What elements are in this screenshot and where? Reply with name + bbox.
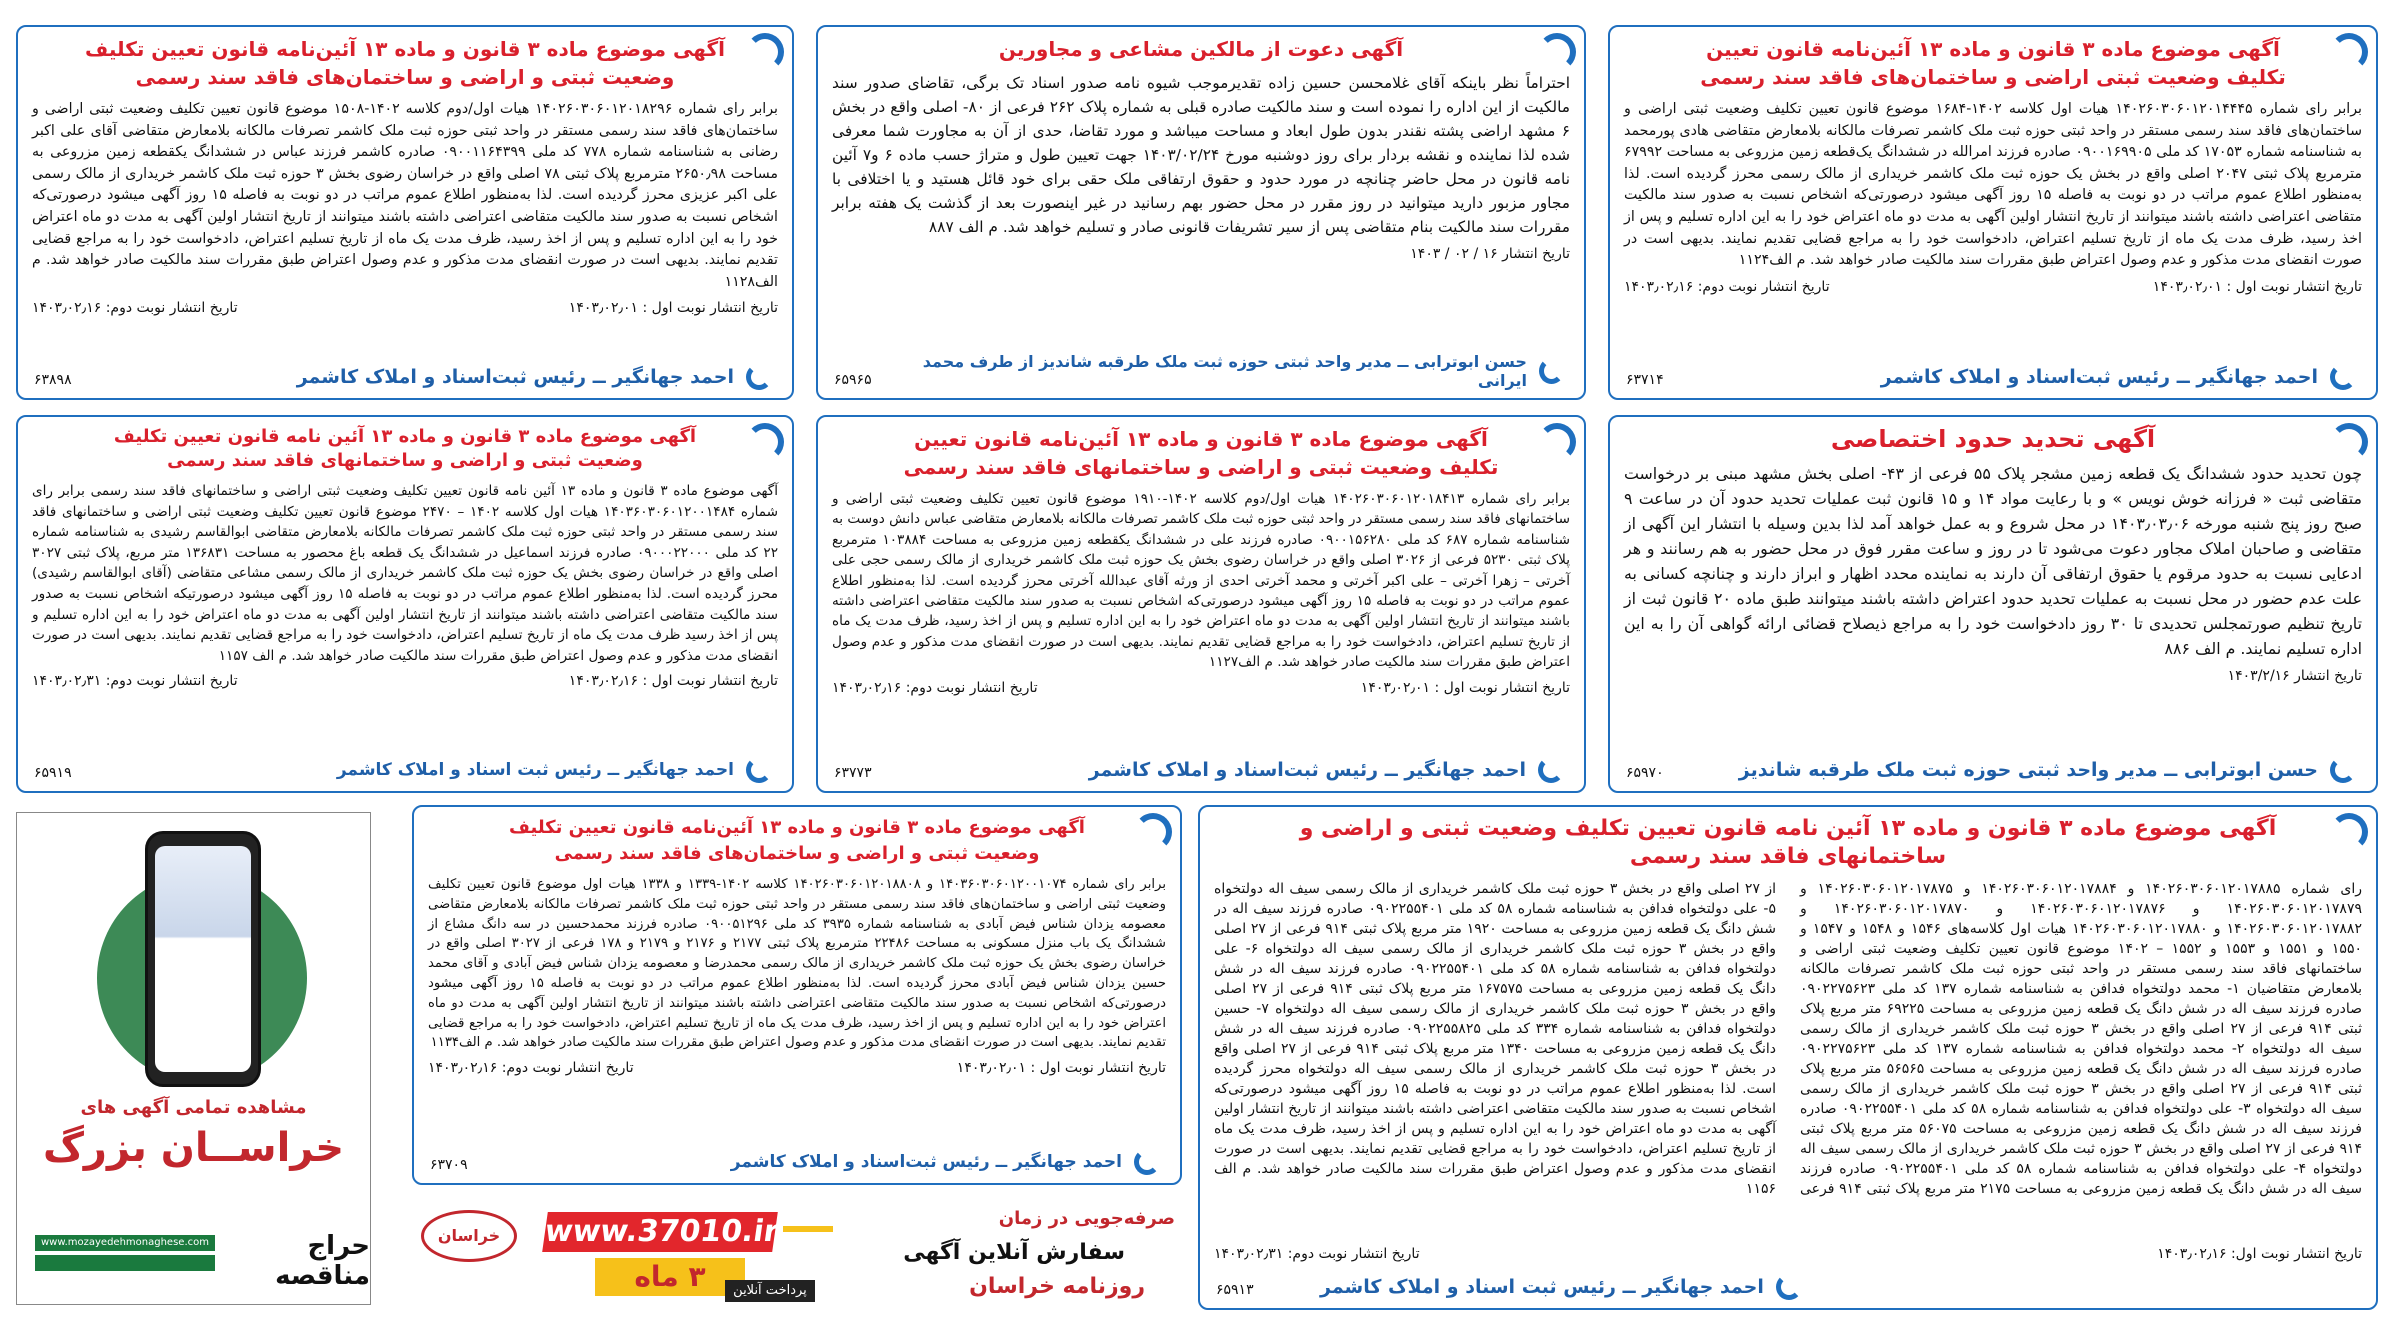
ad-title: آگهی موضوع ماده ۳ قانون و ماده ۱۳ آئین‌نامه قانون تعیین تکلیف وضعیت ثبتی و اراضی و ساختمان‌های فاقد سند رسمی	[85, 37, 725, 89]
ad-title: آگهی موضوع ماده ۳ قانون و ماده ۱۳ آئین نامه قانون تعیین تکلیف وضعیت ثبتی و اراضی و ساختمانهای فاقد سند رسمی	[1299, 816, 2277, 869]
ad-signature	[908, 757, 1564, 783]
curl-icon	[746, 364, 772, 390]
date-first: تاریخ انتشار نوبت اول : ۱۴۰۳٫۰۲٫۱۶	[568, 673, 778, 690]
date-first: تاریخ انتشار نوبت اول : ۱۴۰۳٫۰۲٫۰۱	[2152, 278, 2362, 295]
promo-caption: مشاهده تمامی آگهی های	[80, 1097, 307, 1118]
signature-text: احمد جهانگیر ــ رئیس ثبت‌اسناد و املاک کاشمر	[1088, 759, 1526, 781]
price-badge: ۳ ماه	[595, 1258, 745, 1296]
curl-icon	[1538, 757, 1564, 783]
date-second: تاریخ انتشار نوبت دوم: ۱۴۰۳٫۰۲٫۱۶	[428, 1060, 634, 1077]
ad-body: برابر رای شماره ۱۴۰۳۶۰۳۰۶۰۱۲۰۰۱۰۷۴ و ۱۴۰۲۶۰۳۰۶۰۱۲۰۱۸۸۰۸ کلاسه ۱۴۰۲-۱۳۳۹ و ۱۳۳۸ هیات اول موضوع قانون تعیین تکلیف وضعیت ثبتی اراضی و ساختمان‌های فاقد سند رسمی مستقر در واحد ثبتی حوزه ثبت ملک کاشمر تصرفات مالکانه بلامعارض متقاضی معصومه یزدان شناس فیض آبادی به شناسنامه شماره ۳۹۳۵ کد ملی ۰۹۰۰۵۱۲۹۶ صادره فرزند محمدحسین در سه دانگ مشاع از ششدانگ یک باب منزل مسکونی به مساحت ۲۲۴۸۶ مترمربع پلاک ثبتی ۲۱۷۷ و ۲۱۷۶ و ۲۱۷۹ و ۱۷۸ فرعی از ۳۰۲۷ اصلی واقع در خراسان رضوی بخش یک حوزه ثبت ملک کاشمر خریداری از مالک رسمی محمدرضا و معصومه یزدان شناس فیض آبادی و آقای محمد حسین یزدان شناس فیض آبادی محرز گردیده است. لذا به‌منظور اطلاع عموم مراتب در دو نوبت به فاصله ۱۵ روز آگهی میشود درصورتی‌که اشخاص نسبت به صدور سند مالکیت متقاضی اعتراضی داشته باشند میتوانند از تاریخ انتشار اولین آگهی به مدت دو ماه اعتراض خود را به این اداره تسلیم و پس از اخذ رسید، ظرف مدت یک ماه از تاریخ تسلیم اعتراض، دادخواست خود را به مراجع قضایی تقدیم نمایند. بدیهی است در صورت انقضای مدت مذکور و عدم وصول اعتراض طبق مقررات سند مالکیت صادر خواهد شد. م الف۱۱۳۴	[428, 877, 1166, 1051]
promo-logo: حراج مناقصه	[275, 1231, 370, 1291]
curl-icon	[1538, 33, 1576, 71]
ad-code: ۶۳۷۱۴	[1626, 372, 1664, 388]
signature-text: حسن ابوترابی ــ مدیر واحد ثبتی حوزه ثبت ملک طرقبه شاندیز	[1738, 759, 2318, 781]
promo-phone-bar	[35, 1255, 215, 1271]
curl-icon	[1134, 1149, 1160, 1175]
ad-signature	[1700, 364, 2356, 390]
curl-icon	[1539, 358, 1564, 384]
ad-code: ۶۵۹۱۹	[34, 765, 72, 781]
date-second: تاریخ انتشار نوبت دوم: ۱۴۰۳٫۰۲٫۱۶	[32, 300, 238, 317]
ad-body: احتراماً نظر باینکه آقای غلامحسن حسین زاده تقدیرموجب شیوه نامه صدور اسناد تک برگی، تقاضای صدور سند مالکیت از این اداره را نموده است و سند مالکیت صادره قبلی به شماره پلاک ۲۶۲ فرعی از ۸۰- اصلی واقع در بخش ۶ مشهد اراضی پشته نقندر بدون طول ابعاد و مساحت میباشد و مورد تقاضا، حدی از آن به مجاورت شما معرفی شده لذا نماینده و نقشه بردار برای روز دوشنبه مورخ ۱۴۰۳/۰۲/۲۴ جهت تعیین طول و متراژ حسب ماده ۶ و۷ آئین نامه قانون در محل حاضر چنانچه در مورد حدود و حقوق ارتفاقی ملک حقی برای خود قائل هستید و یا اختلافی با مجاور مزبور دارید میتوانید در روز مقرر در محل حضور بهم رسانید در غیر اینصورت بعد از گذشت یک هفته برابر مقررات سند مالکیت بنام متقاضی پس از سیر تشریفات قانونی صادر و تسلیم خواهد شد. م الف ۸۸۷	[832, 74, 1571, 236]
ad-box	[816, 25, 1586, 400]
ad-body: چون تحدید حدود ششدانگ یک قطعه زمین مشجر پلاک ۵۵ فرعی از ۴۳- اصلی بخش مشهد مبنی بر درخواست متقاضی ثبت « فرزانه خوش نویس » و با رعایت مواد ۱۴ و ۱۵ قانون ثبت عملیات تحدید حدود آن در ساعت ۹ صبح روز پنج شنبه مورخه ۱۴۰۳٫۰۳٫۰۶ در محل شروع و به عمل خواهد آمد لذا بدین وسیله با انتشار این آگهی از متقاضی و صاحبان املاک مجاور دعوت می‌شود تا در روز و ساعت مقرر فوق در محل حضور به هم رسانند و هر ادعایی نسبت به حدود مرقوم یا حقوق ارتفاقی آن دارند به نماینده محدد اظهار و ابراز دارند و چنانچه کسانی به علت عدم حضور در محل نسبت به عملیات تحدید حدود اعتراض داشته باشند میتوانند طبق ماده ۲۰ قانون ثبت از تاریخ تنظیم صورتمجلس تحدیدی تا ۳۰ روز دادخواست خود را به مراجع ذیصلاح قضائی ارائه گواهی آن را به این اداره تسلیم نمایند. م الف ۸۸۶	[1624, 464, 2363, 658]
ad-code: ۶۳۸۹۸	[34, 372, 72, 388]
curl-icon	[2330, 33, 2368, 71]
date-first: تاریخ انتشار نوبت اول : ۱۴۰۳٫۰۲٫۰۱	[568, 300, 778, 317]
signature-text: احمد جهانگیر ــ رئیس ثبت‌اسناد و املاک کاشمر	[296, 366, 734, 388]
date-second: تاریخ انتشار نوبت دوم: ۱۴۰۳٫۰۲٫۳۱	[32, 673, 238, 690]
website-link[interactable]: www.37010.ir	[542, 1212, 778, 1252]
curl-icon	[746, 757, 772, 783]
ad-body: آگهی موضوع ماده ۳ قانون و ماده ۱۳ آئین نامه قانون تعیین تکلیف وضعیت ثبتی اراضی و ساختمانهای فاقد سند رسمی برابر رای شماره ۱۴۰۳۶۰۳۰۶۰۱۲۰۰۱۴۸۴ هیات اول کلاسه ۱۴۰۲ – ۲۴۷۰ موضوع قانون تعیین تکلیف وضعیت ثبتی اراضی و ساختمانهای فاقد سند رسمی مستقر در واحد ثبتی حوزه ثبت ملک کاشمر تصرفات مالکانه بلامعارض متقاضی ابوالقاسم رشیدی به شناسنامه شماره ۲۲ کد ملی ۰۹۰۰۰۲۲۰۰۰ صادره فرزند اسماعیل در ششدانگ یک قطعه باغ محصور به مساحت ۱۳۶۸۳۱ متر مربع، پلاک ثبتی ۳۰۲۷ اصلی واقع در خراسان رضوی بخش یک حوزه ثبت ملک کاشمر خریداری از مالک رسمی مشاعی متقاضی (آقای ابوالقاسم رشیدی) محرز گردیده است. لذا به‌منظور اطلاع عموم مراتب در دو نوبت به فاصله ۱۵ روز آگهی میشود درصورتیکه اشخاص نسبت به صدور سند مالکیت متقاضی اعتراضی داشته باشند میتوانند از تاریخ انتشار اولین آگهی به مدت دو ماه اعتراض خود را به این اداره تسلیم و پس از اخذ رسید ظرف مدت یک ماه از تاریخ تسلیم اعتراض، دادخواست خود را به مراجع قضایی تقدیم نمایند. بدیهی است در صورت انقضای مدت مذکور و عدم وصول اعتراض طبق مقررات سند مالکیت صادر خواهد شد. م الف ۱۱۵۷	[32, 483, 779, 664]
ad-box	[1608, 25, 2378, 400]
ad-body: برابر رای شماره ۱۴۰۲۶۰۳۰۶۰۱۲۰۱۸۴۱۳ هیات اول/دوم کلاسه ۱۴۰۲-۱۹۱۰ موضوع قانون تعیین تکلیف وضعیت ثبتی اراضی و ساختمانهای فاقد سند رسمی مستقر در واحد ثبتی حوزه ثبت ملک کاشمر تصرفات مالکانه بلامعارض متقاضی عباس دانش دوست به شناسنامه شماره ۶۸۷ کد ملی ۰۹۰۰۱۵۶۲۸۰ صادره فرزند علی در ششدانگ یکقطعه زمین مزروعی به مساحت ۱۰۳۸۸۴ مترمربع پلاک ثبتی ۵۲۳۰ فرعی از ۳۰۲۶ اصلی واقع در خراسان رضوی بخش یک حوزه ثبت ملک کاشمر خریداری از مالک رسمی حجی علی آخرتی – زهرا آخرتی – علی اکبر آخرتی و محمد آخرتی احدی از ورثه آقای عبدالله آخرتی محرز گردیده است. لذا به‌منظور اطلاع عموم مراتب در دو نوبت به فاصله ۱۵ روز آگهی میشود درصورتی‌که اشخاص نسبت به صدور سند مالکیت متقاضی اعتراضی داشته باشند میتوانند از تاریخ انتشار اولین آگهی به مدت دو ماه اعتراض خود را به این اداره تسلیم و پس از اخذ رسید، ظرف مدت یک ماه از تاریخ تسلیم اعتراض، دادخواست خود را به مراجع قضایی تقدیم نمایند. بدیهی است در صورت انقضای مدت مذکور و عدم وصول اعتراض طبق مقررات سند مالکیت صادر خواهد شد. م الف۱۱۲۷	[832, 491, 1570, 671]
ad-title: آگهی موضوع ماده ۳ قانون و ماده ۱۳ آئین‌نامه قانون تعیین تکلیف وضعیت ثبتی و اراضی و ساختمان‌های فاقد سند رسمی	[509, 817, 1085, 864]
ad-dates	[1624, 665, 2362, 687]
ad-dates	[832, 243, 1570, 265]
promo-box[interactable]	[16, 812, 371, 1305]
ad-box	[1198, 805, 2378, 1310]
ad-signature	[1320, 1274, 1802, 1300]
decorative-dash	[783, 1226, 833, 1232]
date-second: تاریخ انتشار نوبت دوم: ۱۴۰۳٫۰۲٫۱۶	[832, 679, 1038, 696]
date-first: تاریخ انتشار نوبت اول: ۱۴۰۳٫۰۲٫۱۶	[2157, 1246, 2362, 1262]
ad-dates	[32, 670, 778, 692]
ad-code: ۶۳۷۷۳	[834, 765, 872, 781]
curl-icon	[2330, 423, 2368, 461]
ad-title: آگهی دعوت از مالکین مشاعی و مجاورین	[998, 37, 1404, 61]
ad-code: ۶۳۷۰۹	[430, 1157, 468, 1173]
date-second: تاریخ انتشار نوبت دوم: ۱۴۰۳٫۰۲٫۳۱	[1214, 1246, 1420, 1262]
ad-dates	[428, 1057, 1166, 1079]
date-first: تاریخ انتشار ۱۴۰۳/۲/۱۶	[2227, 668, 2362, 684]
ad-body: برابر رای شماره ۱۴۰۲۶۰۳۰۶۰۱۲۰۱۴۴۴۵ هیات اول کلاسه ۱۴۰۲-۱۶۸۴ موضوع قانون تعیین تکلیف وضعیت ثبتی اراضی و ساختمان‌های فاقد سند رسمی مستقر در واحد ثبتی حوزه ثبت ملک کاشمر تصرفات مالکانه بلامعارض متقاضی هادی پورمحمد به شناسنامه شماره ۱۷۰۵۳ کد ملی ۰۹۰۰۱۶۹۹۰۵ صادره فرزند امرالله در ششدانگ یک‌قطعه زمین مزروعی به مساحت ۶۷۹۹۲ مترمربع پلاک ثبتی ۲۰۴۷ اصلی واقع در بخش یک حوزه ثبت ملک کاشمر خریداری از مالک رسمی محرز گردیده است. لذا به‌منظور اطلاع عموم مراتب در دو نوبت به فاصله ۱۵ روز آگهی میشود درصورتی‌که اشخاص نسبت به صدور سند مالکیت متقاضی اعتراضی داشته باشند میتوانند از تاریخ انتشار اولین آگهی به مدت دو ماه اعتراض خود را به این اداره تسلیم و پس از اخذ رسید، ظرف مدت یک ماه از تاریخ تسلیم اعتراض، دادخواست خود را به مراجع قضایی تقدیم نمایند. بدیهی است در صورت انقضای مدت مذکور و عدم وصول اعتراض طبق مقررات سند مالکیت صادر خواهد شد. م الف۱۱۲۴	[1624, 101, 2363, 269]
banner-line-2: سفارش آنلاین آگهی	[903, 1240, 1125, 1265]
ad-title: آگهی موضوع ماده ۳ قانون و ماده ۱۳ آئین‌نامه قانون تعیین تکلیف وضعیت ثبتی و اراضی و ساختمانهای فاقد سند رسمی	[903, 427, 1499, 479]
ad-dates	[32, 297, 778, 319]
pay-online-button[interactable]: پرداخت آنلاین	[725, 1280, 815, 1302]
ad-title: آگهی تحدید حدود اختصاصی	[1830, 425, 2156, 453]
ad-box	[16, 415, 794, 793]
ad-body: رای شماره ۱۴۰۲۶۰۳۰۶۰۱۲۰۱۷۸۸۵ و ۱۴۰۲۶۰۳۰۶۰۱۲۰۱۷۸۸۴ و ۱۴۰۲۶۰۳۰۶۰۱۲۰۱۷۸۷۵ و ۱۴۰۲۶۰۳۰۶۰۱۲۰۱۷۸۷۹ و ۱۴۰۲۶۰۳۰۶۰۱۲۰۱۷۸۷۶ و ۱۴۰۲۶۰۳۰۶۰۱۲۰۱۷۸۷۰ و ۱۴۰۲۶۰۳۰۶۰۱۲۰۱۷۸۸۲ و ۱۴۰۲۶۰۳۰۶۰۱۲۰۱۷۸۸۰ هیات اول کلاسه‌های ۱۵۴۶ و ۱۵۴۸ و ۱۵۴۷ و ۱۵۵۰ و ۱۵۵۱ و ۱۵۵۳ و ۱۵۵۲ – ۱۴۰۲ موضوع قانون تعیین تکلیف وضعیت ثبتی اراضی و ساختمانهای فاقد سند رسمی مستقر در واحد ثبتی حوزه ثبت ملک کاشمر تصرفات مالکانه بلامعارض متقاضیان ۱- محمد دولتخواه فدافن به شناسنامه شماره ۱۳۷ کد ملی ۰۹۰۲۲۷۵۶۲۳ صادره فرزند سیف اله در شش دانگ یک قطعه زمین مزروعی به مساحت ۶۹۲۲۵ متر مربع پلاک ثبتی ۹۱۴ فرعی از ۲۷ اصلی واقع در بخش ۳ حوزه ثبت ملک کاشمر خریداری از مالک رسمی سیف اله دولتخواه ۲- محمد دولتخواه فدافن به شناسنامه شماره ۱۳۷ کد ملی ۰۹۰۲۲۷۵۶۲۳ صادره فرزند سیف اله در شش دانگ یک قطعه زمین مزروعی به مساحت ۵۶۵۶۵ متر مربع پلاک ثبتی ۹۱۴ فرعی از ۲۷ اصلی واقع در بخش ۳ حوزه ثبت ملک کاشمر خریداری از مالک رسمی سیف اله دولتخواه ۳- علی دولتخواه فدافن به شناسنامه شماره ۵۸ کد ملی ۰۹۰۲۲۵۵۴۰۱ صادره فرزند سیف اله در شش دانگ یک قطعه زمین مزروعی به مساحت ۵۶۰۷۵ متر مربع پلاک ثبتی ۹۱۴ فرعی از ۲۷ اصلی واقع در بخش ۳ حوزه ثبت ملک کاشمر خریداری از مالک رسمی سیف اله دولتخواه ۴- علی دولتخواه فدافن به شناسنامه شماره ۵۸ کد ملی ۰۹۰۲۲۵۵۴۰۱ صادره فرزند سیف اله در شش دانگ یک قطعه زمین مزروعی به مساحت ۲۱۷۵ متر مربع پلاک ثبتی ۹۱۴ فرعی از ۲۷ اصلی واقع در بخش ۳ حوزه ثبت ملک کاشمر خریداری از مالک رسمی سیف اله دولتخواه ۵- علی دولتخواه فدافن به شناسنامه شماره ۵۸ کد ملی ۰۹۰۲۲۵۵۴۰۱ صادره فرزند سیف اله در شش دانگ یک قطعه زمین مزروعی به مساحت ۱۹۲۰ متر مربع پلاک ثبتی ۹۱۴ فرعی از ۲۷ اصلی واقع در بخش ۳ حوزه ثبت ملک کاشمر خریداری از مالک رسمی سیف اله دولتخواه ۶- علی دولتخواه فدافن به شناسنامه شماره ۵۸ کد ملی ۰۹۰۲۲۵۵۴۰۱ صادره فرزند سیف اله در شش دانگ یک قطعه زمین مزروعی به مساحت ۱۶۷۵۷۵ متر مربع پلاک ثبتی ۹۱۴ فرعی از ۲۷ اصلی واقع در بخش ۳ حوزه ثبت ملک کاشمر خریداری از مالک رسمی سیف اله دولتخواه ۷- حسین دولتخواه فدافن به شناسنامه شماره ۳۳۴ کد ملی ۰۹۰۲۲۵۵۸۲۵ صادره فرزند سیف اله در شش دانگ یک قطعه زمین مزروعی به مساحت ۱۳۴۰ متر مربع پلاک ثبتی ۹۱۴ فرعی از ۲۷ اصلی واقع در بخش ۳ حوزه ثبت ملک کاشمر خریداری از مالک رسمی سیف اله دولتخواه محرز گردیده است. لذا به‌منظور اطلاع عموم مراتب در دو نوبت به فاصله ۱۵ روز آگهی میشود درصورتی‌که اشخاص نسبت به صدور سند مالکیت متقاضی اعتراضی داشته باشند میتوانند از تاریخ انتشار اولین آگهی به مدت دو ماه اعتراض خود را به این اداره تسلیم و پس از اخذ رسید، ظرف مدت یک ماه از تاریخ تسلیم اعتراض، دادخواست خود را به مراجع قضایی تقدیم نمایند. بدیهی است در صورت انقضای مدت مذکور و عدم وصول اعتراض طبق مقررات سند مالکیت صادر خواهد شد. م الف ۱۱۵۶	[1214, 881, 2362, 1197]
curl-icon	[1776, 1274, 1802, 1300]
ad-body: برابر رای شماره ۱۴۰۲۶۰۳۰۶۰۱۲۰۱۸۲۹۶ هیات اول/دوم کلاسه ۱۴۰۲-۱۵۰۸ موضوع قانون تعیین تکلیف وضعیت ثبتی اراضی و ساختمان‌های فاقد سند رسمی مستقر در واحد ثبتی حوزه ثبت ملک کاشمر تصرفات مالکانه بلامعارض متقاضی آقای علی اکبر رضانی به شناسنامه شماره ۷۷۸ کد ملی ۰۹۰۰۱۱۶۴۳۹۹ صادره کاشمر فرزند عباس در ششدانگ یکقطعه زمین مزروعی به مساحت ۲۶۵۰٫۹۸ مترمربع پلاک ثبتی ۷۸ اصلی واقع در خراسان رضوی بخش ۳ حوزه ثبت ملک کاشمر خریداری از مالک رسمی علی اکبر عزیزی محرز گردیده است. لذا به‌منظور اطلاع عموم مراتب در دو نوبت به فاصله ۱۵ روز آگهی میشود درصورتی‌که اشخاص نسبت به صدور سند مالکیت متقاضی اعتراضی داشته باشند میتوانند از تاریخ انتشار اولین آگهی به مدت دو ماه اعتراض خود را به این اداره تسلیم و پس از اخذ رسید، ظرف مدت یک ماه از تاریخ تسلیم اعتراض، دادخواست خود را به مراجع قضایی تقدیم نمایند. بدیهی است در صورت انقضای مدت مذکور و عدم وصول اعتراض طبق مقررات سند مالکیت صادر خواهد شد. م الف۱۱۲۸	[32, 101, 779, 290]
ad-box	[816, 415, 1586, 793]
curl-icon	[2330, 757, 2356, 783]
khorasan-stamp-logo: خراسان	[421, 1210, 517, 1262]
phone-screen	[155, 846, 251, 1072]
curl-icon	[746, 423, 784, 461]
ad-title: آگهی موضوع ماده ۳ قانون و ماده ۱۳ آئین‌نامه قانون تعیین تکلیف وضعیت ثبتی اراضی و ساختمان‌های فاقد سند رسمی	[1700, 37, 2286, 89]
date-first: تاریخ انتشار نوبت اول : ۱۴۰۳٫۰۲٫۰۱	[1360, 679, 1570, 696]
date-first: تاریخ انتشار ۱۶ / ۰۲ / ۱۴۰۳	[1410, 246, 1570, 262]
ad-code: ۶۵۹۶۵	[834, 372, 872, 388]
ad-dates	[832, 677, 1570, 699]
banner-line-1: صرفه‌جویی در زمان	[998, 1208, 1175, 1229]
banner-line-3: روزنامه خراسان	[969, 1274, 1145, 1299]
signature-text: احمد جهانگیر ــ رئیس ثبت‌اسناد و املاک کاشمر	[730, 1152, 1122, 1172]
signature-text: احمد جهانگیر ــ رئیس ثبت اسناد و املاک کاشمر	[336, 760, 734, 780]
online-ad-banner[interactable]	[415, 1200, 1185, 1305]
ad-box	[412, 805, 1182, 1185]
ad-dates	[1214, 1243, 2362, 1265]
curl-icon	[746, 33, 784, 71]
ad-signature	[108, 757, 772, 783]
curl-icon	[2330, 364, 2356, 390]
ad-signature	[1700, 757, 2356, 783]
ad-dates	[1624, 276, 2362, 298]
ad-signature	[504, 1149, 1160, 1175]
ad-box	[16, 25, 794, 400]
curl-icon	[1134, 813, 1172, 851]
signature-text: حسن ابوترابی ــ مدیر واحد ثبتی حوزه ثبت ملک طرقبه شاندیز از طرف محمد ایرانی	[922, 352, 1527, 390]
ad-signature	[108, 364, 772, 390]
promo-title: خراســان بزرگ	[42, 1125, 345, 1171]
phone-icon	[145, 831, 261, 1087]
ad-code: ۶۵۹۱۳	[1216, 1282, 1254, 1298]
promo-site-link[interactable]: www.mozayedehmonaghese.com	[35, 1235, 215, 1251]
curl-icon	[1538, 423, 1576, 461]
date-first: تاریخ انتشار نوبت اول : ۱۴۰۳٫۰۲٫۰۱	[956, 1060, 1166, 1077]
ad-title: آگهی موضوع ماده ۳ قانون و ماده ۱۳ آئین نامه قانون تعیین تکلیف وضعیت ثبتی و اراضی و ساختمانهای فاقد سند رسمی	[113, 426, 697, 471]
signature-text: احمد جهانگیر ــ رئیس ثبت اسناد و املاک کاشمر	[1320, 1276, 1764, 1298]
signature-text: احمد جهانگیر ــ رئیس ثبت‌اسناد و املاک کاشمر	[1880, 366, 2318, 388]
curl-icon	[2330, 813, 2368, 851]
ad-box	[1608, 415, 2378, 793]
date-second: تاریخ انتشار نوبت دوم: ۱۴۰۳٫۰۲٫۱۶	[1624, 278, 1830, 295]
ad-code: ۶۵۹۷۰	[1626, 765, 1664, 781]
ad-signature	[908, 352, 1564, 390]
